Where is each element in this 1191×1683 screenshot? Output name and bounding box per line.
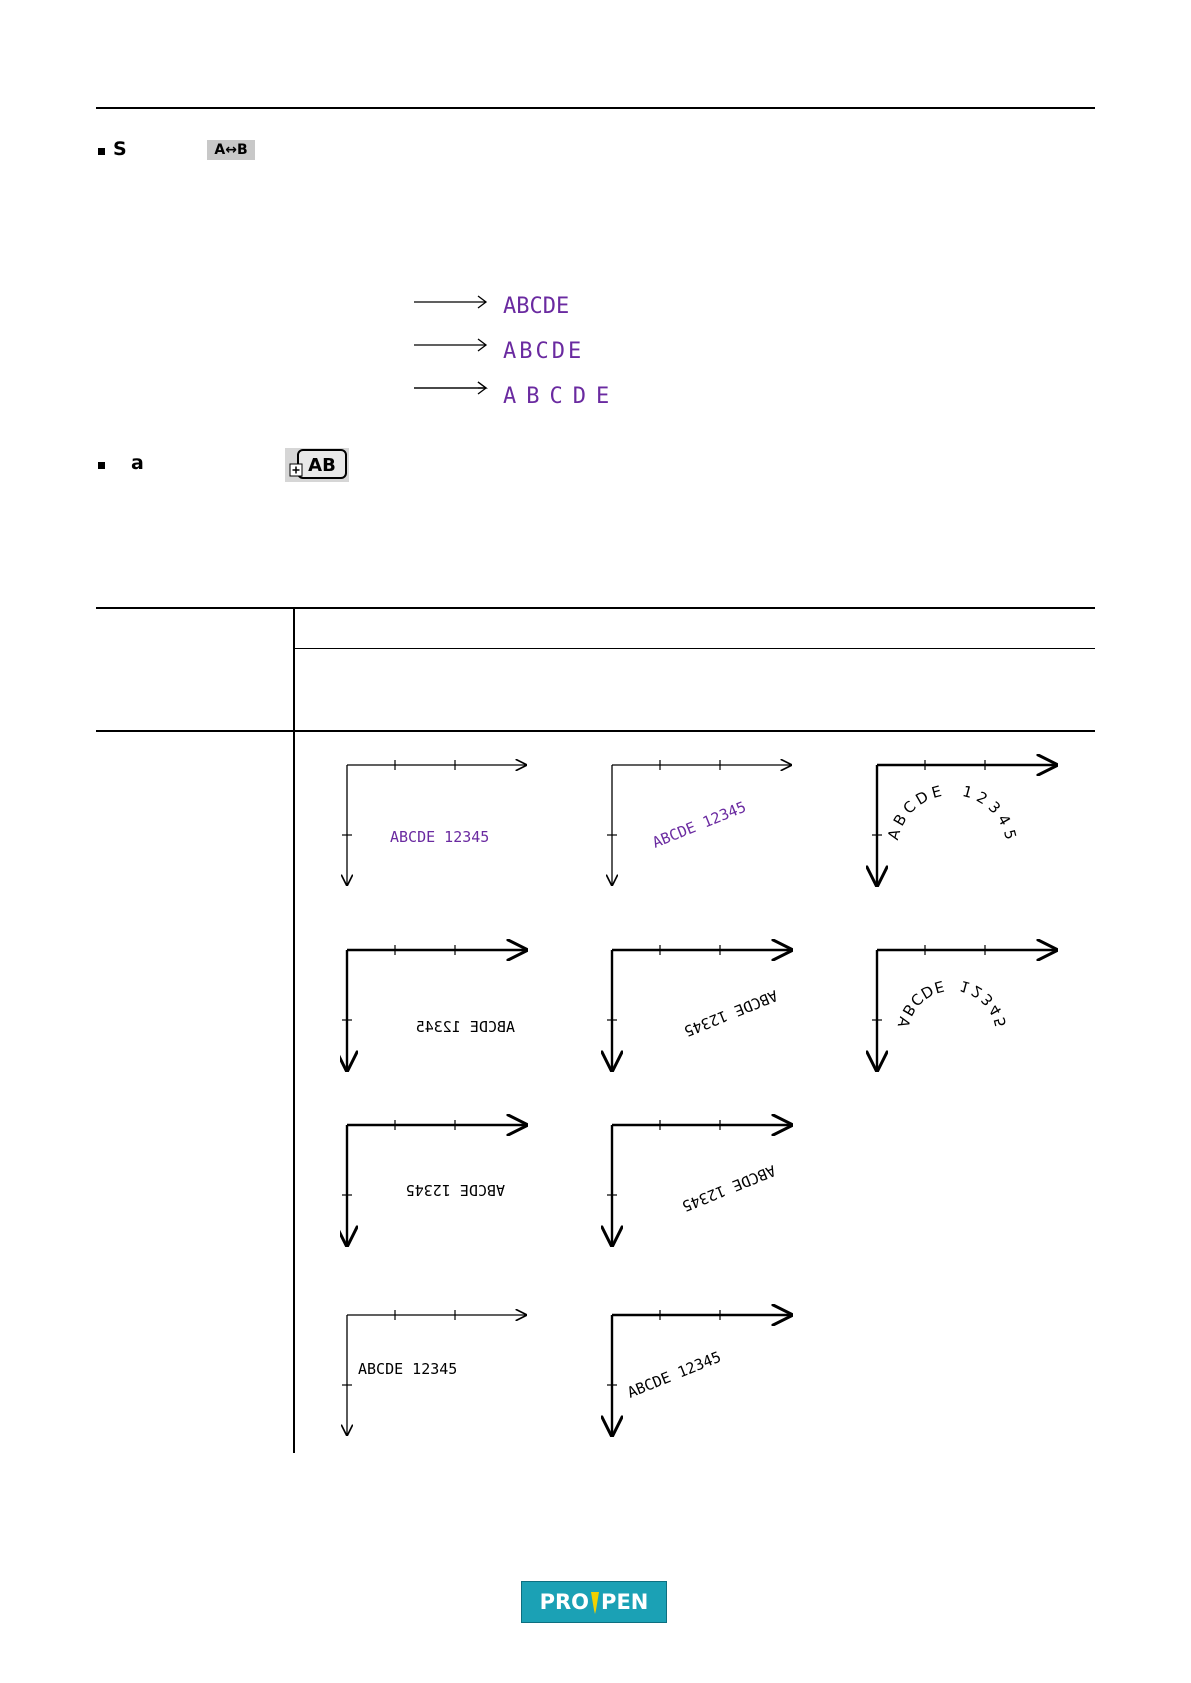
add-text-icon-label: AB xyxy=(308,455,336,476)
spacing-arrow-3 xyxy=(410,380,490,400)
arc-char: 1 xyxy=(960,782,975,802)
diagram-arc-mirrored xyxy=(872,945,1056,1070)
spacing-arrows xyxy=(410,290,490,390)
bullet-2 xyxy=(98,462,105,469)
text-angled-reversed-digits: ABCDE 12345 xyxy=(624,1347,724,1402)
arc-char: B xyxy=(898,1001,920,1019)
logo-text-right: PEN xyxy=(601,1590,649,1614)
table-sub-rule xyxy=(294,648,1095,649)
arc-char: 1 xyxy=(957,976,972,997)
diagram-straight-mirrored xyxy=(342,945,526,1070)
diagram-arc xyxy=(872,760,1056,885)
arc-char: 5 xyxy=(990,1015,1011,1030)
diagram-angled-flipped xyxy=(607,1120,791,1245)
arc-char: B xyxy=(889,811,911,829)
bullet-1 xyxy=(98,148,105,155)
add-text-icon xyxy=(285,448,349,482)
text-straight: ABCDE 12345 xyxy=(390,828,490,846)
diagram-straight-reversed-digits xyxy=(342,1310,526,1435)
text-angled: ABCDE 12345 xyxy=(649,797,749,852)
arc-char: 3 xyxy=(984,797,1005,818)
logo-text-left: PRO xyxy=(539,1590,590,1614)
arc-char: 4 xyxy=(993,811,1015,829)
spacing-sample-1: ABCDE xyxy=(503,294,570,319)
arc-char: E xyxy=(932,976,947,997)
table-header-bottom-rule xyxy=(96,730,1095,732)
arc-char: D xyxy=(912,787,932,809)
propen-logo xyxy=(521,1581,667,1623)
arc-char: 5 xyxy=(1000,827,1020,842)
table-top-rule xyxy=(96,607,1095,609)
pen-nib-icon xyxy=(590,1590,600,1616)
text-straight-reversed-digits: ABCDE 12345 xyxy=(358,1360,458,1378)
character-spacing-icon: A↔B xyxy=(207,140,255,160)
arc-char: 2 xyxy=(973,787,991,809)
arc-char: 4 xyxy=(985,1001,1006,1019)
text-straight-flipped: ABCDE 12345 xyxy=(405,1181,505,1199)
orientation-diagrams xyxy=(340,750,1100,1450)
arc-char: A xyxy=(884,827,905,842)
diagram-angled xyxy=(607,760,791,885)
diagram-angled-reversed-digits xyxy=(607,1310,791,1435)
spacing-sample-2: ABCDE xyxy=(503,339,585,364)
arc-char: D xyxy=(917,981,937,1003)
arc-char: C xyxy=(906,989,927,1010)
arc-char: 2 xyxy=(968,981,986,1002)
diagram-angled-mirrored xyxy=(607,945,791,1070)
arc-char: C xyxy=(899,797,920,818)
spacing-sample-3: ABCDE xyxy=(503,384,620,409)
text-angled-mirrored: ABCDE 12345 xyxy=(681,986,781,1041)
diagram-straight xyxy=(342,760,526,885)
diagram-straight-flipped xyxy=(342,1120,526,1245)
section1-heading: S xyxy=(113,138,127,160)
arc-char: 3 xyxy=(977,989,998,1010)
top-rule xyxy=(96,107,1095,109)
arc-char: E xyxy=(929,782,944,802)
section2-heading: a xyxy=(131,452,144,474)
arc-char: A xyxy=(893,1014,914,1030)
table-column-divider xyxy=(293,607,295,1453)
text-straight-mirrored: ABCDE 12345 xyxy=(415,1018,515,1036)
text-angled-flipped: ABCDE 12345 xyxy=(679,1161,779,1216)
